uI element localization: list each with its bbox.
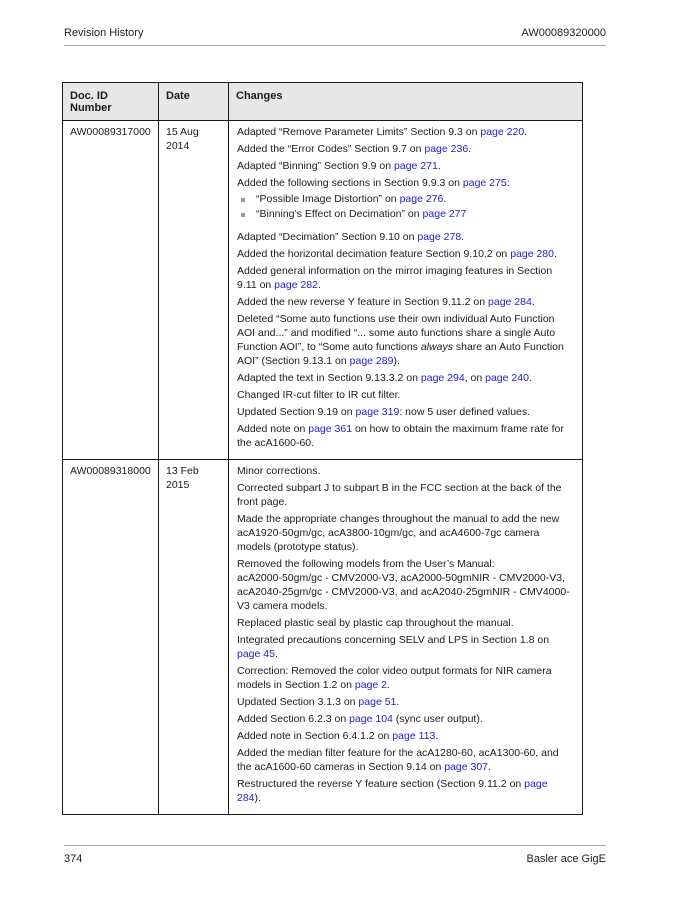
page-link[interactable]: page 289 xyxy=(349,355,394,367)
page-link[interactable]: page 294 xyxy=(420,372,465,384)
change-paragraph: Added note in Section 6.4.1.2 on page 113. xyxy=(237,730,439,742)
page-link[interactable]: page 282 xyxy=(274,279,318,291)
page-link[interactable]: page 51 xyxy=(358,696,397,708)
change-paragraph: Restructured the reverse Y feature section (Section 9.11.2 on page 284). xyxy=(237,778,548,804)
page-link[interactable]: page 278 xyxy=(417,231,462,243)
footer-manual-title: Basler ace GigE xyxy=(526,853,606,865)
changes-cell xyxy=(229,460,583,815)
page-footer xyxy=(64,853,606,865)
page-link[interactable]: page 240 xyxy=(485,372,529,384)
page-header xyxy=(64,27,606,39)
changes-cell xyxy=(229,121,583,460)
change-paragraph: Added the median filter feature for the acA1280-60, acA1300-60, and the acA1600-60 cameras in Section 9.14 on page 307. xyxy=(237,747,559,773)
change-paragraph: Removed the following models from the User’s Manual: acA2000-50gm/gc - CMV2000-V3, acA2000-50gmNIR - CMV2000-V3, acA2040-25gm/gc - CMV2000-V3, and acA2040-25gmNIR - CMV4000-V3 camera models. xyxy=(237,558,570,612)
header-rule xyxy=(64,45,606,46)
page-link[interactable]: page 277 xyxy=(422,207,467,220)
page-link[interactable]: page 307 xyxy=(444,761,489,773)
square-bullet-icon xyxy=(241,198,245,202)
page-link[interactable]: page 104 xyxy=(349,713,393,725)
bullet-list xyxy=(237,193,574,221)
change-paragraph: Adapted “Binning” Section 9.9 on page 271. xyxy=(237,160,441,172)
date-cell: 13 Feb 2015 xyxy=(159,460,229,815)
revision-history-table xyxy=(62,82,583,815)
italic-text: always xyxy=(420,341,453,353)
change-paragraph: Deleted “Some auto functions use their own individual Auto Function AOI and...” and modified “... some auto functions share a single Auto Function AOI”, to “Some auto functions always share an Auto Function AOI” (Section 9.13.1 on page 289). xyxy=(237,313,564,367)
change-paragraph: Added general information on the mirror imaging features in Section 9.11 on page 282. xyxy=(237,265,553,291)
revision-rows xyxy=(63,121,583,815)
change-paragraph: Added the new reverse Y feature in Section 9.11.2 on page 284. xyxy=(237,296,535,308)
header-section-title: Revision History xyxy=(64,27,144,39)
column-header-date: Date xyxy=(159,83,229,121)
page-link[interactable]: page 220 xyxy=(480,126,525,138)
column-header-changes: Changes xyxy=(229,83,583,121)
change-paragraph: Added Section 6.2.3 on page 104 (sync user output). xyxy=(237,713,483,725)
page-link[interactable]: page 284 xyxy=(237,778,548,804)
page-link[interactable]: page 236 xyxy=(424,143,469,155)
change-paragraph: Made the appropriate changes throughout the manual to add the new acA1920-50gm/gc, acA3800-10gm/gc, and acA4600-7gc camera models (prototype status). xyxy=(237,513,560,553)
header-doc-number: AW00089320000 xyxy=(521,27,606,39)
change-paragraph: Adapted “Decimation” Section 9.10 on page 278. xyxy=(237,231,465,243)
change-paragraph: Adapted “Remove Parameter Limits” Section 9.3 on page 220. xyxy=(237,126,528,138)
page-link[interactable]: page 271 xyxy=(394,160,438,172)
table-header-row xyxy=(63,83,583,121)
change-paragraph: Updated Section 3.1.3 on page 51. xyxy=(237,696,400,708)
change-paragraph: Added the horizontal decimation feature Section 9.10.2 on page 280. xyxy=(237,248,557,260)
page-link[interactable]: page 361 xyxy=(308,423,353,435)
change-paragraph: Added note on page 361 on how to obtain the maximum frame rate for the acA1600-60. xyxy=(237,423,564,449)
doc-id-cell: AW00089317000 xyxy=(63,121,159,460)
change-paragraph: Added the “Error Codes” Section 9.7 on page 236. xyxy=(237,143,472,155)
change-paragraph: Minor corrections. xyxy=(237,465,321,477)
change-paragraph: Replaced plastic seal by plastic cap throughout the manual. xyxy=(237,617,514,629)
page-link[interactable]: page 275 xyxy=(462,177,507,189)
page-link[interactable]: page 284 xyxy=(488,296,532,308)
change-paragraph: Changed IR-cut filter to IR cut filter. xyxy=(237,389,401,401)
revision-row xyxy=(63,460,583,815)
doc-id-cell: AW00089318000 xyxy=(63,460,159,815)
page-link[interactable]: page 2 xyxy=(354,679,388,691)
date-cell: 15 Aug 2014 xyxy=(159,121,229,460)
change-bullet-item: “Possible Image Distortion” on page 276. xyxy=(237,193,574,207)
change-bullet-item: “Binning’s Effect on Decimation” on page 277 xyxy=(237,208,574,222)
revision-row xyxy=(63,121,583,460)
change-paragraph: Integrated precautions concerning SELV and LPS in Section 1.8 on page 45. xyxy=(237,634,550,660)
change-paragraph: Added the following sections in Section 9.9.3 on page 275: xyxy=(237,177,510,189)
page-link[interactable]: page 113 xyxy=(392,730,436,742)
change-paragraph: Updated Section 9.19 on page 319: now 5 user defined values. xyxy=(237,406,531,418)
page-link[interactable]: page 45 xyxy=(237,648,275,660)
page-link[interactable]: page 276 xyxy=(399,193,444,205)
change-paragraph: Adapted the text in Section 9.13.3.2 on page 294, on page 240. xyxy=(237,372,532,384)
column-header-doc-id: Doc. ID Number xyxy=(63,83,159,121)
footer-rule xyxy=(64,845,606,846)
change-paragraph: Correction: Removed the color video output formats for NIR camera models in Section 1.2 on page 2. xyxy=(237,665,552,691)
change-paragraph: Corrected subpart J to subpart B in the FCC section at the back of the front page. xyxy=(237,482,562,508)
page-link[interactable]: page 319 xyxy=(355,406,400,418)
square-bullet-icon xyxy=(241,213,245,217)
page-link[interactable]: page 280 xyxy=(510,248,554,260)
footer-page-number: 374 xyxy=(64,853,83,865)
